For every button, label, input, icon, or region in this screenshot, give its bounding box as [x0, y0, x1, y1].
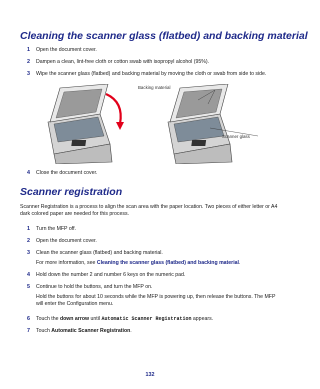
- step-text-part: down arrow: [59, 316, 90, 322]
- step-number: 6: [27, 316, 30, 322]
- section-title-registration: Scanner registration: [20, 186, 123, 198]
- step-text: Clean the scanner glass (flatbed) and backing material.: [36, 250, 163, 256]
- step-number: 4: [27, 170, 30, 176]
- mfp-open-lid-figure: [48, 84, 124, 164]
- note-text: .: [238, 260, 241, 266]
- step-text: Wipe the scanner glass (flatbed) and backing material by moving the cloth or swab from side to side.: [36, 71, 267, 77]
- step-number: 3: [27, 250, 30, 256]
- step-text: Open the document cover.: [36, 47, 97, 53]
- page-number: 132: [145, 372, 155, 378]
- step-note: [36, 260, 286, 267]
- step-text-part: .: [130, 328, 132, 334]
- step-text-part: appears.: [191, 316, 214, 322]
- step-text: Turn the MFP off.: [36, 226, 76, 232]
- step-number: 1: [27, 47, 30, 53]
- step-number: 3: [27, 71, 30, 77]
- step-text: Close the document cover.: [36, 170, 98, 176]
- step-text-part: Automatic Scanner Registration: [51, 328, 131, 334]
- step-text: Continue to hold the buttons, and turn the MFP on.: [36, 284, 153, 290]
- arrow-icon: [106, 94, 121, 124]
- step-text: Dampen a clean, lint-free cloth or cotton swab with isopropyl alcohol (95%).: [36, 59, 210, 65]
- step-text: Open the document cover.: [36, 238, 97, 244]
- step-text: [36, 328, 286, 335]
- step-text: [36, 316, 286, 323]
- callout-backing-material: Backing material: [138, 85, 171, 90]
- step-text-part: Touch: [36, 328, 52, 334]
- mfp-open-lid-figure: [168, 84, 258, 164]
- menu-item-text: Automatic Scanner Registration: [101, 316, 192, 322]
- step-number: 1: [27, 226, 30, 232]
- step-text: Hold down the number 2 and number 6 keys on the numeric pad.: [36, 272, 186, 278]
- step-number: 5: [27, 284, 30, 290]
- step-number: 2: [27, 59, 30, 65]
- step-text-part: Touch the: [36, 316, 60, 322]
- scanner-illustration: [40, 84, 270, 164]
- callout-scanner-glass: Scanner glass: [222, 134, 250, 139]
- section-title-cleaning: Cleaning the scanner glass (flatbed) and backing material: [20, 30, 308, 42]
- step-number: 2: [27, 238, 30, 244]
- step-number: 4: [27, 272, 30, 278]
- step-text-part: until: [89, 316, 102, 322]
- note-text: For more information, see: [36, 260, 97, 266]
- intro-paragraph: Scanner Registration is a process to align the scan area with the paper location. Two pieces of either letter or A4 dark colored paper are needed for this process.: [20, 204, 278, 217]
- step-number: 7: [27, 328, 30, 334]
- step-note: Hold the buttons for about 10 seconds while the MFP is powering up, then release the buttons. The MFP will enter the Configuration menu.: [36, 294, 276, 307]
- cleaning-link[interactable]: Cleaning the scanner glass (flatbed) and backing material: [96, 260, 239, 266]
